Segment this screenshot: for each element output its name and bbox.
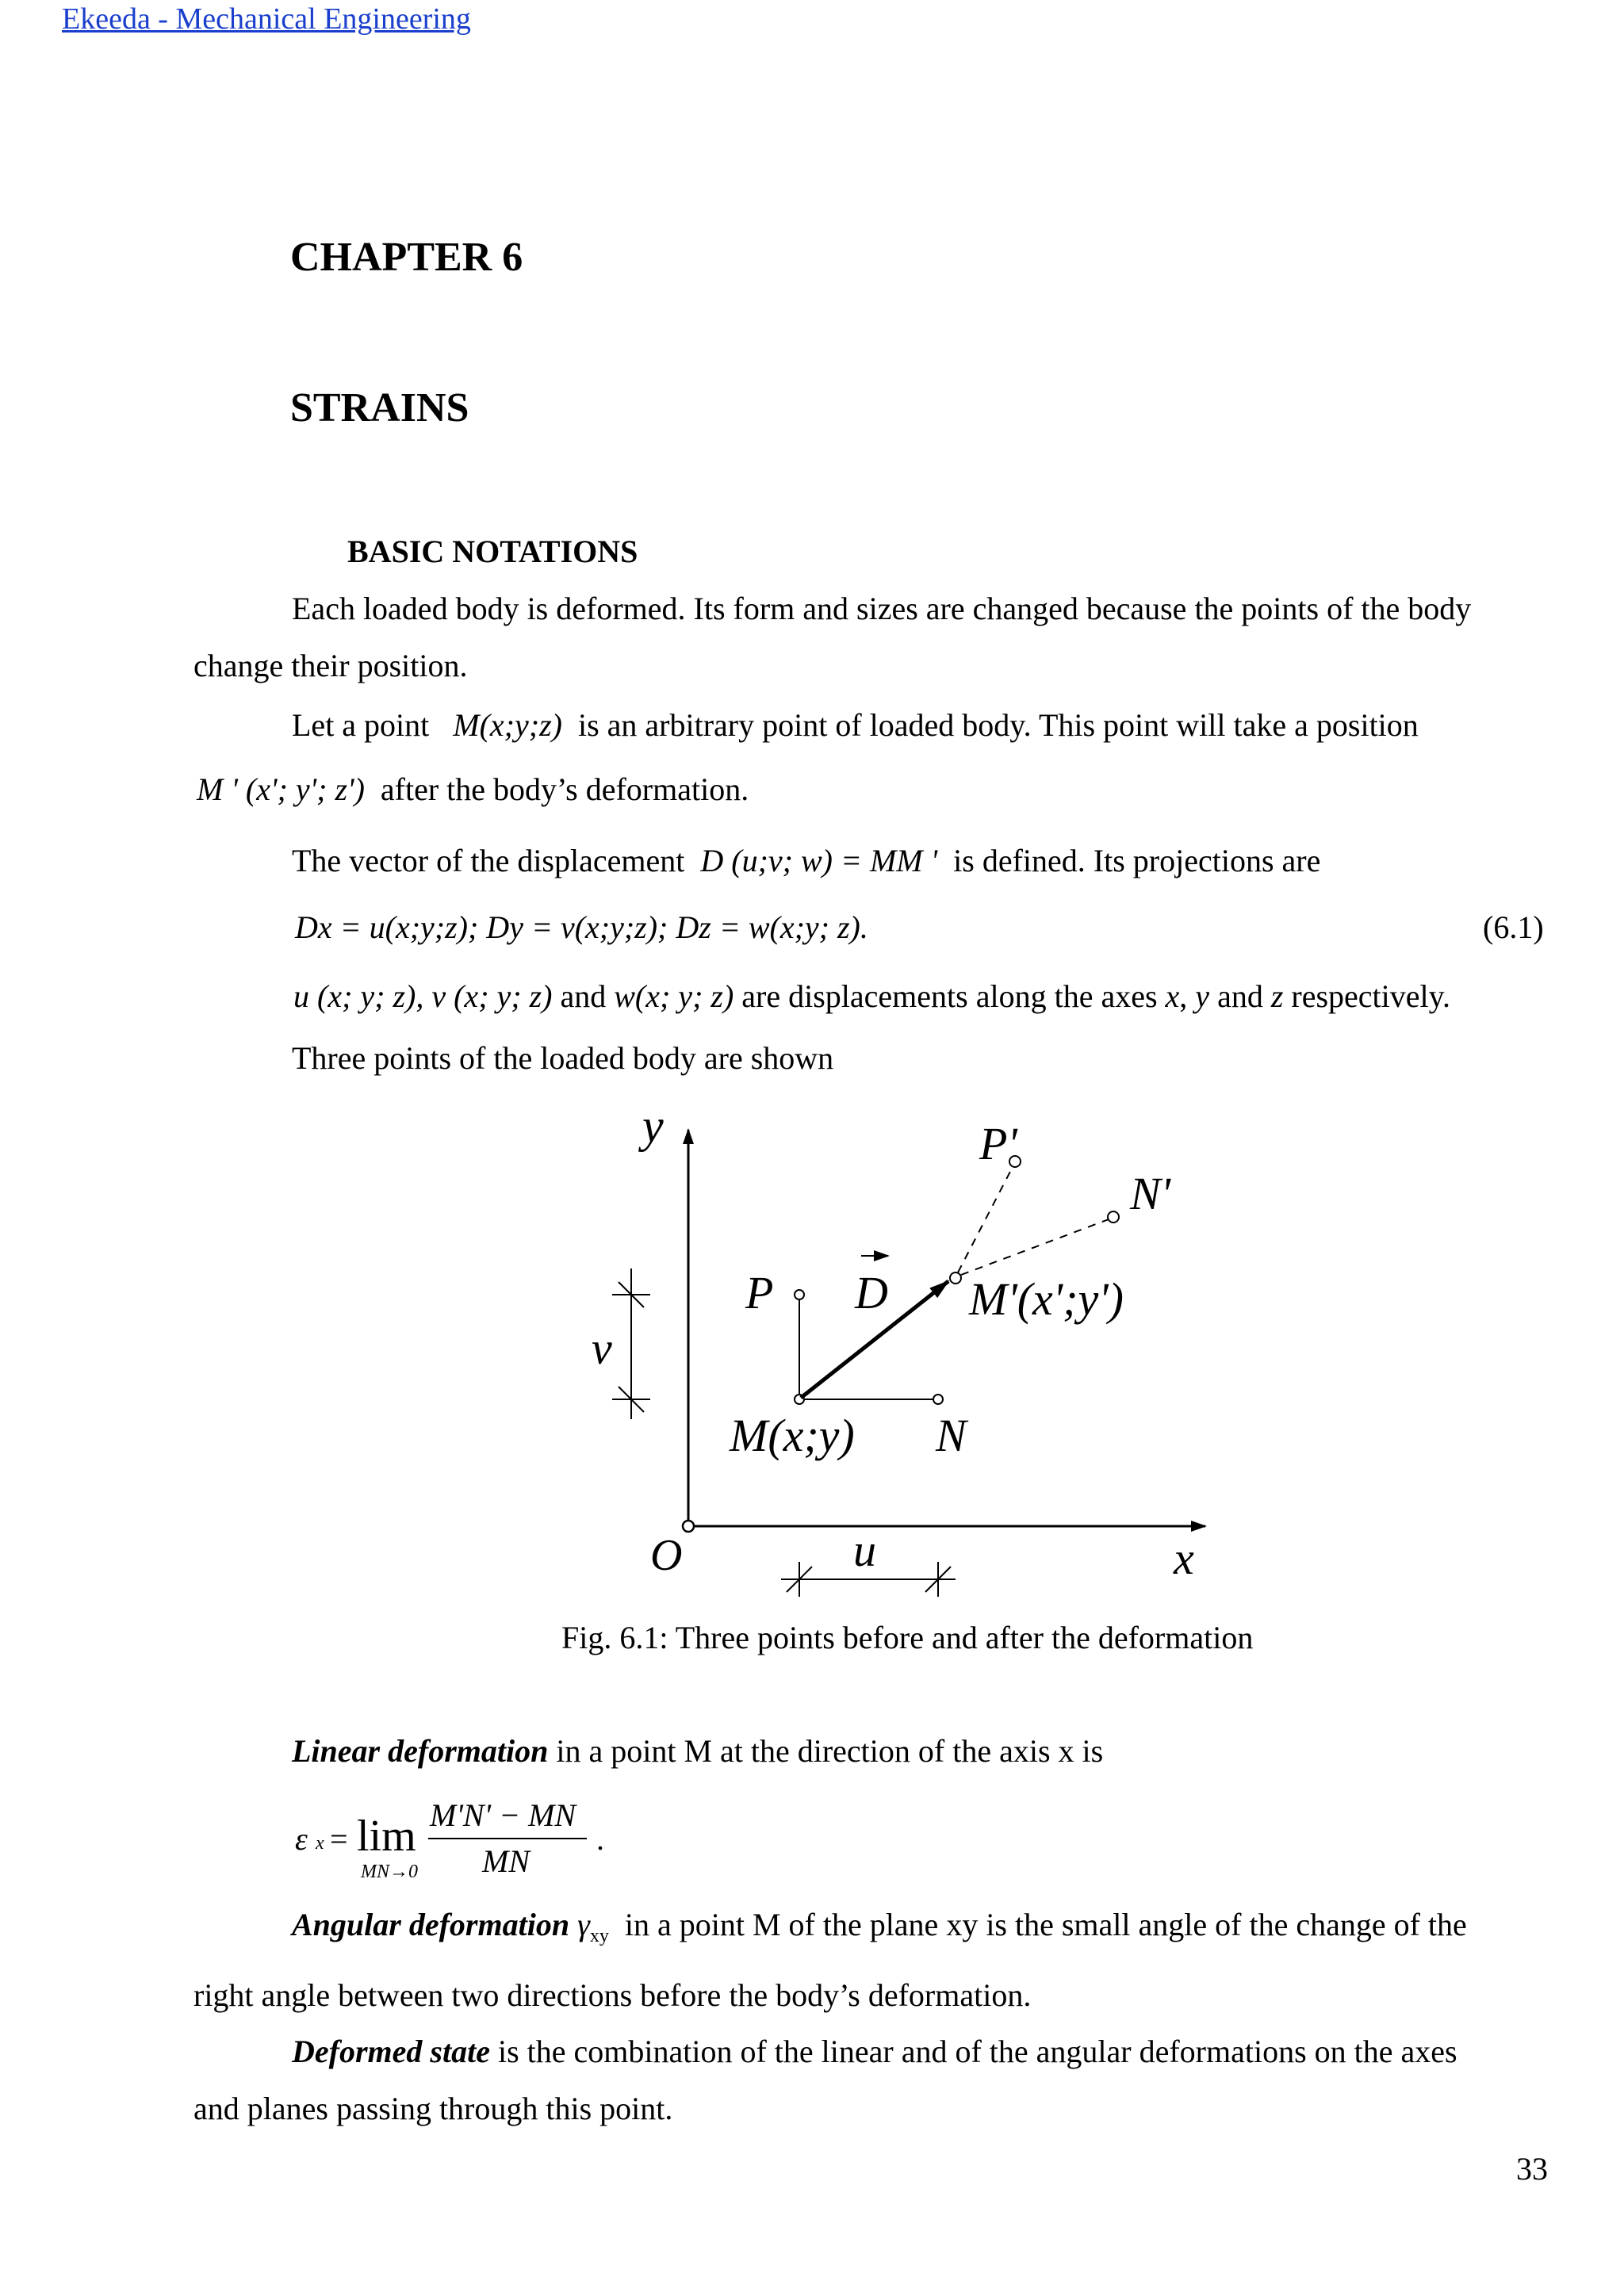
fraction-bar bbox=[428, 1838, 587, 1839]
point-n bbox=[933, 1395, 943, 1404]
para2-line2: M ' (x'; y'; z') after the body’s deformation. bbox=[197, 771, 749, 807]
label-u: u bbox=[853, 1525, 876, 1576]
header-link[interactable]: Ekeeda - Mechanical Engineering bbox=[62, 2, 471, 36]
point-n-prime bbox=[1108, 1211, 1119, 1223]
point-m-prime-coordinates: M ' (x'; y'; z') bbox=[197, 771, 365, 807]
label-n-prime: N' bbox=[1130, 1168, 1171, 1219]
label-x: x bbox=[1174, 1533, 1194, 1584]
segment-m-prime-n-prime bbox=[961, 1219, 1109, 1275]
equation-6-1: Dx = u(x;y;z); Dy = v(x;y;z); Dz = w(x;y; z). bbox=[295, 909, 868, 945]
origin-point bbox=[683, 1521, 694, 1532]
deformed-state-line1: Deformed state is the combination of the linear and of the angular deformations on the axes bbox=[292, 2034, 1457, 2069]
para1-line2: change their position. bbox=[193, 648, 468, 683]
angular-deformation-line2: right angle between two directions before the body’s deformation. bbox=[193, 1977, 1032, 2013]
para4-line: u (x; y; z), v (x; y; z) and w(x; y; z) are displacements along the axes x, y and z respectively. bbox=[293, 978, 1451, 1014]
label-m-prime: M'(x';y') bbox=[969, 1273, 1124, 1325]
label-n: N bbox=[936, 1410, 967, 1461]
label-p: P bbox=[745, 1267, 774, 1318]
displacement-vector: D (u;v; w) = MM ' bbox=[700, 843, 938, 878]
label-v: v bbox=[592, 1322, 612, 1374]
para2-line1: Let a point M(x;y;z) is an arbitrary point of loaded body. This point will take a position bbox=[292, 707, 1419, 743]
page-title: STRAINS bbox=[290, 385, 469, 430]
label-o: O bbox=[650, 1531, 683, 1580]
label-m: M(x;y) bbox=[730, 1410, 855, 1461]
point-m-coordinates: M(x;y;z) bbox=[453, 707, 562, 743]
para3-line: The vector of the displacement D (u;v; w) = MM ' is defined. Its projections are bbox=[292, 843, 1321, 878]
angular-deformation-term: Angular deformation bbox=[292, 1907, 570, 1942]
section-heading: BASIC NOTATIONS bbox=[347, 534, 638, 569]
angular-deformation-line1: Angular deformation $\gamma_{xy}$ in a point M of the plane xy is the small angle of the change of the bbox=[292, 1907, 1467, 1946]
linear-deformation-line: Linear deformation in a point M at the direction of the axis x is bbox=[292, 1733, 1104, 1769]
chapter-heading: CHAPTER 6 bbox=[290, 235, 523, 280]
figure-caption: Fig. 6.1: Three points before and after the deformation bbox=[561, 1620, 1254, 1655]
label-y: y bbox=[642, 1100, 664, 1152]
point-m-prime bbox=[950, 1272, 961, 1284]
equation-number: (6.1) bbox=[1483, 909, 1544, 945]
segment-m-prime-p-prime bbox=[958, 1165, 1013, 1272]
label-d: D bbox=[855, 1267, 888, 1318]
deformed-state-line2: and planes passing through this point. bbox=[193, 2091, 673, 2126]
point-p bbox=[795, 1290, 804, 1299]
linear-deformation-term: Linear deformation bbox=[292, 1733, 549, 1769]
para5-line: Three points of the loaded body are shown bbox=[292, 1040, 834, 1076]
page-number: 33 bbox=[1516, 2151, 1548, 2187]
label-p-prime: P' bbox=[979, 1118, 1017, 1169]
para1-line1: Each loaded body is deformed. Its form and sizes are changed because the points of the body bbox=[292, 591, 1472, 626]
fraction-numerator: M'N' − MN bbox=[430, 1797, 576, 1833]
deformed-state-term: Deformed state bbox=[292, 2034, 490, 2069]
fraction-denominator: MN bbox=[482, 1843, 530, 1879]
